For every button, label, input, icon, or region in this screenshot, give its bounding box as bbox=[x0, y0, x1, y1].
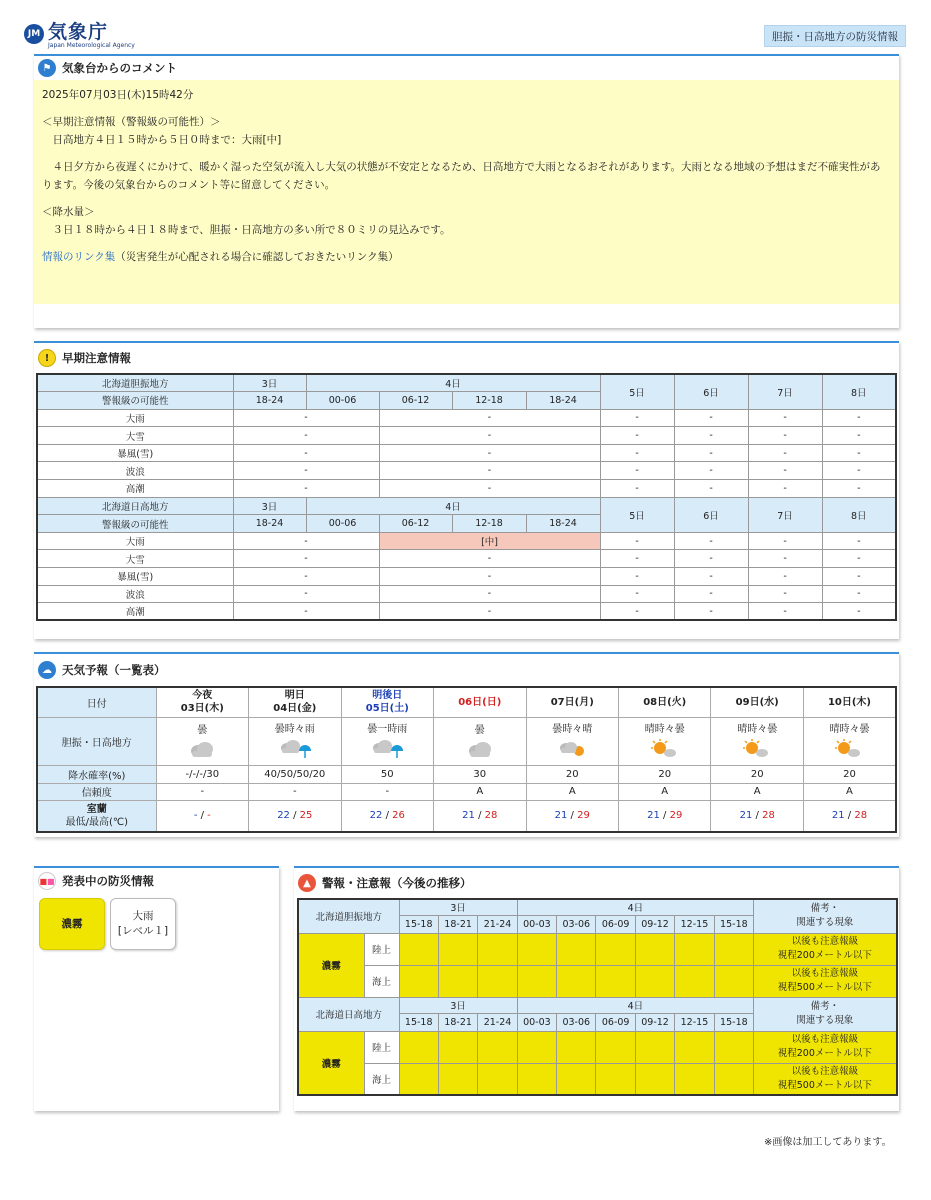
wx-rel-cell: - bbox=[341, 783, 433, 800]
logo-subtext: Japan Meteorological Agency bbox=[48, 42, 135, 49]
wx-forecast-text: 曇一時雨 bbox=[367, 724, 408, 735]
warn-cell bbox=[596, 1063, 635, 1095]
weather-cloud-icon: ☁ bbox=[38, 661, 56, 679]
wx-forecast-text: 曇 bbox=[197, 725, 208, 736]
early-cell: - bbox=[379, 462, 600, 480]
early-phenomenon: 大雨 bbox=[37, 532, 233, 550]
early-header-row bbox=[37, 374, 896, 392]
wx-temp-row bbox=[37, 800, 896, 832]
early-cell: - bbox=[748, 550, 822, 568]
warn-cell bbox=[675, 1031, 714, 1063]
early-cell: - bbox=[233, 550, 379, 568]
warn-remark: 以後も注意報級 視程200メートル以下 bbox=[754, 933, 897, 965]
early-cell: - bbox=[822, 444, 896, 462]
early-cell: - bbox=[674, 444, 748, 462]
early-data-row bbox=[37, 532, 896, 550]
warn-slot: 12-15 bbox=[675, 1013, 714, 1031]
wx-forecast-text: 晴時々曇 bbox=[829, 724, 870, 735]
early-warning-table bbox=[36, 373, 897, 621]
wx-forecast-text: 晴時々曇 bbox=[737, 724, 778, 735]
footer-note: ※画像は加工してあります。 bbox=[764, 1137, 892, 1148]
wx-date-label: 日付 bbox=[37, 687, 156, 717]
early-cell: - bbox=[600, 480, 674, 498]
warn-slot: 18-21 bbox=[438, 915, 477, 933]
early-panel-header bbox=[34, 343, 899, 373]
wx-rel-cell: - bbox=[249, 783, 341, 800]
wx-forecast-text: 曇 bbox=[474, 725, 485, 736]
warn-cell bbox=[675, 1063, 714, 1095]
warn-slot: 15-18 bbox=[714, 915, 753, 933]
wx-pop-cell: 20 bbox=[711, 765, 803, 783]
early-possibility-label: 警報級の可能性 bbox=[37, 515, 233, 533]
early-data-row bbox=[37, 427, 896, 445]
wx-rel-cell: A bbox=[803, 783, 896, 800]
early-cell: - bbox=[674, 480, 748, 498]
active-title: 発表中の防災情報 bbox=[62, 874, 154, 888]
warn-slot: 15-18 bbox=[399, 1013, 438, 1031]
early-slot: 00-06 bbox=[306, 515, 379, 533]
warn-slot: 00-03 bbox=[517, 915, 556, 933]
comment-datetime: 2025年07月03日(木)15時42分 bbox=[42, 89, 194, 101]
early-phenomenon: 暴風(雪) bbox=[37, 568, 233, 586]
wx-pop-cell: 40/50/50/20 bbox=[249, 765, 341, 783]
early-cell: - bbox=[674, 603, 748, 621]
early-phenomenon: 高潮 bbox=[37, 603, 233, 621]
early-cell: - bbox=[600, 532, 674, 550]
early-day-col: 7日 bbox=[748, 497, 822, 532]
link-note: （災害発生が心配される場合に確認しておきたいリンク集） bbox=[115, 251, 399, 263]
early-cell: - bbox=[379, 568, 600, 586]
active-panel-header bbox=[34, 868, 279, 894]
warn-slot: 12-15 bbox=[675, 915, 714, 933]
wx-forecast-cell bbox=[618, 717, 710, 765]
early-cell: - bbox=[379, 444, 600, 462]
warn-data-row bbox=[298, 1063, 897, 1095]
early-day-col: 6日 bbox=[674, 374, 748, 409]
warn-slot: 06-09 bbox=[596, 915, 635, 933]
wx-pop-cell: 50 bbox=[341, 765, 433, 783]
wx-pop-cell: 30 bbox=[434, 765, 526, 783]
link-collection[interactable]: 情報のリンク集 bbox=[42, 251, 116, 263]
warn-cell bbox=[596, 965, 635, 997]
early-cell: - bbox=[674, 550, 748, 568]
warn-header-row bbox=[298, 899, 897, 915]
cloudrain-icon bbox=[342, 739, 433, 762]
early-cell: - bbox=[233, 603, 379, 621]
early-cell: - bbox=[748, 427, 822, 445]
wx-temp-cell: 21 / 29 bbox=[618, 800, 710, 832]
wx-temp-label: 室蘭 最低/最高(℃) bbox=[37, 800, 156, 832]
warn-cell bbox=[557, 965, 596, 997]
warn-area: 陸上 bbox=[364, 933, 399, 965]
early-cell: - bbox=[748, 568, 822, 586]
warn-remark: 以後も注意報級 視程200メートル以下 bbox=[754, 1031, 897, 1063]
warn-cell bbox=[635, 1063, 674, 1095]
rain-body: ３日１８時から４日１８時まで、胆振・日高地方の多い所で８０ミリの見込みです。 bbox=[42, 224, 451, 236]
early-cell: - bbox=[600, 444, 674, 462]
early-cell: - bbox=[379, 585, 600, 603]
early-cell: - bbox=[822, 550, 896, 568]
jma-logo[interactable] bbox=[24, 22, 135, 50]
early-phenomenon: 大雨 bbox=[37, 409, 233, 427]
warn-remark: 以後も注意報級 視程500メートル以下 bbox=[754, 965, 897, 997]
early-cell: - bbox=[600, 427, 674, 445]
early-cell: - bbox=[748, 480, 822, 498]
warn-slot: 03-06 bbox=[557, 1013, 596, 1031]
warn-cell bbox=[557, 933, 596, 965]
fog-advisory-badge[interactable]: 濃霧 bbox=[39, 898, 105, 950]
warn-cell bbox=[596, 1031, 635, 1063]
early-cell: - bbox=[748, 462, 822, 480]
early-data-row bbox=[37, 550, 896, 568]
early-cell: - bbox=[379, 550, 600, 568]
jma-emblem-icon: JM bbox=[24, 24, 44, 44]
early-cell: - bbox=[600, 462, 674, 480]
warn-panel-header bbox=[294, 868, 899, 898]
warn-day4: 4日 bbox=[517, 997, 753, 1013]
warn-cell bbox=[517, 1031, 556, 1063]
cloud-icon bbox=[157, 740, 248, 761]
wx-date-row bbox=[37, 687, 896, 717]
early-region-name: 北海道胆振地方 bbox=[37, 374, 233, 392]
comment-paragraph: ４日夕方から夜遅くにかけて、暖かく湿った空気が流入し大気の状態が不安定となるため、日高地方で大雨となるおそれがあります。大雨となる地域の予想はまだ不確実性があります。今後の気象台からのコメント等に留意してください。 bbox=[42, 161, 881, 191]
warn-slot: 06-09 bbox=[596, 1013, 635, 1031]
comment-panel-header bbox=[34, 56, 899, 80]
early-day3: 3日 bbox=[233, 374, 306, 392]
early-cell: - bbox=[233, 444, 379, 462]
wx-temp-cell: 22 / 25 bbox=[249, 800, 341, 832]
warn-cell bbox=[399, 933, 438, 965]
warn-cell bbox=[635, 933, 674, 965]
cloudsun-icon bbox=[527, 739, 618, 762]
warn-cell bbox=[478, 1031, 517, 1063]
early-day-col: 5日 bbox=[600, 497, 674, 532]
observatory-icon: ⚑ bbox=[38, 59, 56, 77]
warning-transition-panel bbox=[294, 866, 899, 1111]
early-day-col: 7日 bbox=[748, 374, 822, 409]
early-day-col: 5日 bbox=[600, 374, 674, 409]
early-day4: 4日 bbox=[306, 374, 600, 392]
early-cell: - bbox=[674, 568, 748, 586]
warn-day3: 3日 bbox=[399, 899, 517, 915]
early-cell: - bbox=[822, 480, 896, 498]
early-cell: - bbox=[674, 409, 748, 427]
wx-temp-cell: 21 / 28 bbox=[434, 800, 526, 832]
early-cell: - bbox=[600, 550, 674, 568]
warn-area: 海上 bbox=[364, 965, 399, 997]
wx-rel-row bbox=[37, 783, 896, 800]
early-cell: - bbox=[600, 585, 674, 603]
warn-cell bbox=[714, 1031, 753, 1063]
wx-day-header: 07日(月) bbox=[526, 687, 618, 717]
early-cell: - bbox=[674, 462, 748, 480]
warn-cell bbox=[675, 933, 714, 965]
early-body: 日高地方４日１５時から５日０時まで：大雨[中] bbox=[42, 134, 282, 146]
warn-cell bbox=[478, 1063, 517, 1095]
early-phenomenon: 大雪 bbox=[37, 427, 233, 445]
early-phenomenon: 大雪 bbox=[37, 550, 233, 568]
early-slot: 18-24 bbox=[526, 392, 600, 410]
warn-cell bbox=[517, 933, 556, 965]
early-cell: - bbox=[748, 585, 822, 603]
early-cell: - bbox=[379, 603, 600, 621]
suncloud-icon bbox=[619, 739, 710, 762]
wx-day-header: 08日(火) bbox=[618, 687, 710, 717]
wx-rel-cell: - bbox=[156, 783, 248, 800]
warn-slot: 09-12 bbox=[635, 915, 674, 933]
warn-cell bbox=[714, 1063, 753, 1095]
wx-forecast-cell bbox=[249, 717, 341, 765]
early-data-row bbox=[37, 444, 896, 462]
warn-data-row bbox=[298, 965, 897, 997]
warning-triangle-icon: ▲ bbox=[298, 874, 316, 892]
early-cell: - bbox=[822, 532, 896, 550]
early-cell: - bbox=[822, 568, 896, 586]
early-cell: - bbox=[748, 603, 822, 621]
early-data-row bbox=[37, 480, 896, 498]
early-cell: - bbox=[379, 480, 600, 498]
early-cell: - bbox=[748, 444, 822, 462]
warn-header-row bbox=[298, 997, 897, 1013]
wx-day-header: 今夜 03日(木) bbox=[156, 687, 248, 717]
early-cell: - bbox=[600, 409, 674, 427]
warn-slot: 00-03 bbox=[517, 1013, 556, 1031]
heavy-rain-label: 大雨 bbox=[132, 910, 154, 922]
weather-panel-header bbox=[34, 654, 899, 686]
early-cell: [中] bbox=[379, 532, 600, 550]
comment-panel bbox=[34, 54, 899, 328]
early-cell: - bbox=[822, 585, 896, 603]
warn-cell bbox=[399, 1031, 438, 1063]
wx-day-header: 06日(日) bbox=[434, 687, 526, 717]
warn-region-name: 北海道胆振地方 bbox=[298, 899, 399, 933]
warn-cell bbox=[438, 965, 477, 997]
comment-title: 気象台からのコメント bbox=[62, 61, 177, 75]
active-info-panel bbox=[34, 866, 279, 1111]
warn-data-row bbox=[298, 933, 897, 965]
early-day-col: 8日 bbox=[822, 497, 896, 532]
warn-day3: 3日 bbox=[399, 997, 517, 1013]
early-cell: - bbox=[748, 532, 822, 550]
warn-cell bbox=[399, 965, 438, 997]
wx-pop-row bbox=[37, 765, 896, 783]
early-cell: - bbox=[822, 427, 896, 445]
early-cell: - bbox=[674, 585, 748, 603]
wx-forecast-cell bbox=[803, 717, 896, 765]
early-cell: - bbox=[600, 568, 674, 586]
warn-cell bbox=[596, 933, 635, 965]
wx-forecast-text: 曇時々晴 bbox=[552, 724, 593, 735]
level-label: [レベル１] bbox=[117, 925, 169, 937]
early-header-row bbox=[37, 497, 896, 515]
warn-area: 海上 bbox=[364, 1063, 399, 1095]
early-cell: - bbox=[233, 568, 379, 586]
wx-temp-cell: 21 / 28 bbox=[711, 800, 803, 832]
early-cell: - bbox=[379, 409, 600, 427]
wx-pop-label: 降水確率(%) bbox=[37, 765, 156, 783]
warn-kind: 濃霧 bbox=[298, 933, 364, 997]
wx-day-header: 明日 04日(金) bbox=[249, 687, 341, 717]
wx-day-header: 明後日 05日(土) bbox=[341, 687, 433, 717]
early-cell: - bbox=[233, 409, 379, 427]
warn-cell bbox=[635, 1031, 674, 1063]
warn-cell bbox=[517, 965, 556, 997]
warn-cell bbox=[557, 1031, 596, 1063]
early-warning-panel bbox=[34, 341, 899, 639]
early-slot: 06-12 bbox=[379, 515, 452, 533]
wx-region: 胆振・日高地方 bbox=[37, 717, 156, 765]
warn-kind: 濃霧 bbox=[298, 1031, 364, 1095]
early-phenomenon: 暴風(雪) bbox=[37, 444, 233, 462]
wx-temp-cell: - / - bbox=[156, 800, 248, 832]
early-data-row bbox=[37, 462, 896, 480]
early-cell: - bbox=[822, 409, 896, 427]
wx-temp-cell: 21 / 29 bbox=[526, 800, 618, 832]
early-cell: - bbox=[822, 603, 896, 621]
warn-slot: 18-21 bbox=[438, 1013, 477, 1031]
early-day4: 4日 bbox=[306, 497, 600, 515]
early-cell: - bbox=[379, 427, 600, 445]
cloudrain-icon bbox=[249, 739, 340, 762]
warning-table bbox=[297, 898, 898, 1096]
warn-cell bbox=[438, 1031, 477, 1063]
suncloud-icon bbox=[804, 739, 895, 762]
warn-remark: 以後も注意報級 視程500メートル以下 bbox=[754, 1063, 897, 1095]
warn-slot: 03-06 bbox=[557, 915, 596, 933]
early-slot: 18-24 bbox=[233, 392, 306, 410]
wx-pop-cell: 20 bbox=[803, 765, 896, 783]
heavy-rain-level-badge[interactable] bbox=[110, 898, 176, 950]
wx-forecast-text: 曇時々雨 bbox=[274, 724, 315, 735]
early-day-col: 8日 bbox=[822, 374, 896, 409]
wx-rel-cell: A bbox=[711, 783, 803, 800]
weather-panel bbox=[34, 652, 899, 837]
warn-cell bbox=[478, 965, 517, 997]
early-slot: 00-06 bbox=[306, 392, 379, 410]
warn-slot: 15-18 bbox=[399, 915, 438, 933]
early-slot: 18-24 bbox=[233, 515, 306, 533]
wx-forecast-cell bbox=[434, 717, 526, 765]
early-slot: 06-12 bbox=[379, 392, 452, 410]
warn-slot: 15-18 bbox=[714, 1013, 753, 1031]
logo-text: 気象庁 bbox=[48, 21, 109, 43]
wx-forecast-row bbox=[37, 717, 896, 765]
early-phenomenon: 波浪 bbox=[37, 585, 233, 603]
early-cell: - bbox=[674, 427, 748, 445]
wx-rel-label: 信頼度 bbox=[37, 783, 156, 800]
warn-cell bbox=[438, 933, 477, 965]
wx-pop-cell: 20 bbox=[526, 765, 618, 783]
warn-area: 陸上 bbox=[364, 1031, 399, 1063]
early-data-row bbox=[37, 603, 896, 621]
early-cell: - bbox=[233, 585, 379, 603]
comment-body bbox=[34, 80, 899, 304]
early-possibility-label: 警報級の可能性 bbox=[37, 392, 233, 410]
wx-pop-cell: -/-/-/30 bbox=[156, 765, 248, 783]
early-region-name: 北海道日高地方 bbox=[37, 497, 233, 515]
wx-rel-cell: A bbox=[618, 783, 710, 800]
early-data-row bbox=[37, 585, 896, 603]
early-cell: - bbox=[233, 532, 379, 550]
early-day3: 3日 bbox=[233, 497, 306, 515]
wx-day-header: 09日(水) bbox=[711, 687, 803, 717]
early-day-col: 6日 bbox=[674, 497, 748, 532]
early-heading: ＜早期注意情報（警報級の可能性）＞ bbox=[42, 116, 221, 128]
early-cell: - bbox=[233, 480, 379, 498]
warn-slot: 21-24 bbox=[478, 915, 517, 933]
weather-table bbox=[36, 686, 897, 833]
warn-remarks-head: 備考・ 関連する現象 bbox=[754, 899, 897, 933]
wx-rel-cell: A bbox=[434, 783, 526, 800]
cloud-icon bbox=[434, 740, 525, 761]
wx-day-header: 10日(木) bbox=[803, 687, 896, 717]
warn-cell bbox=[438, 1063, 477, 1095]
early-slot: 18-24 bbox=[526, 515, 600, 533]
rain-heading: ＜降水量＞ bbox=[42, 206, 95, 218]
early-slot: 12-18 bbox=[452, 392, 526, 410]
early-cell: - bbox=[233, 427, 379, 445]
wx-forecast-cell bbox=[341, 717, 433, 765]
early-phenomenon: 波浪 bbox=[37, 462, 233, 480]
wx-forecast-cell bbox=[526, 717, 618, 765]
early-cell: - bbox=[674, 532, 748, 550]
warn-cell bbox=[635, 965, 674, 997]
warn-cell bbox=[557, 1063, 596, 1095]
exclamation-icon: ! bbox=[38, 349, 56, 367]
warn-slot: 09-12 bbox=[635, 1013, 674, 1031]
header bbox=[0, 0, 931, 56]
wx-pop-cell: 20 bbox=[618, 765, 710, 783]
warn-cell bbox=[517, 1063, 556, 1095]
early-cell: - bbox=[600, 603, 674, 621]
color-grid-icon: ■ ■ bbox=[38, 872, 56, 890]
early-data-row bbox=[37, 409, 896, 427]
wx-temp-cell: 22 / 26 bbox=[341, 800, 433, 832]
early-cell: - bbox=[748, 409, 822, 427]
early-title: 早期注意情報 bbox=[62, 351, 131, 365]
warn-cell bbox=[399, 1063, 438, 1095]
wx-forecast-cell bbox=[711, 717, 803, 765]
wx-forecast-cell bbox=[156, 717, 248, 765]
warn-cell bbox=[714, 965, 753, 997]
warn-title: 警報・注意報（今後の推移） bbox=[322, 876, 472, 890]
region-disaster-info-button[interactable]: 胆振・日高地方の防災情報 bbox=[764, 25, 906, 47]
warn-cell bbox=[478, 933, 517, 965]
suncloud-icon bbox=[711, 739, 802, 762]
weather-title: 天気予報（一覧表） bbox=[62, 663, 166, 677]
warn-remarks-head: 備考・ 関連する現象 bbox=[754, 997, 897, 1031]
wx-temp-cell: 21 / 28 bbox=[803, 800, 896, 832]
warn-day4: 4日 bbox=[517, 899, 753, 915]
early-data-row bbox=[37, 568, 896, 586]
warn-slot: 21-24 bbox=[478, 1013, 517, 1031]
early-phenomenon: 高潮 bbox=[37, 480, 233, 498]
wx-forecast-text: 晴時々曇 bbox=[644, 724, 685, 735]
wx-rel-cell: A bbox=[526, 783, 618, 800]
warn-cell bbox=[714, 933, 753, 965]
early-cell: - bbox=[822, 462, 896, 480]
warn-region-name: 北海道日高地方 bbox=[298, 997, 399, 1031]
warn-cell bbox=[675, 965, 714, 997]
warn-data-row bbox=[298, 1031, 897, 1063]
early-cell: - bbox=[233, 462, 379, 480]
early-slot: 12-18 bbox=[452, 515, 526, 533]
